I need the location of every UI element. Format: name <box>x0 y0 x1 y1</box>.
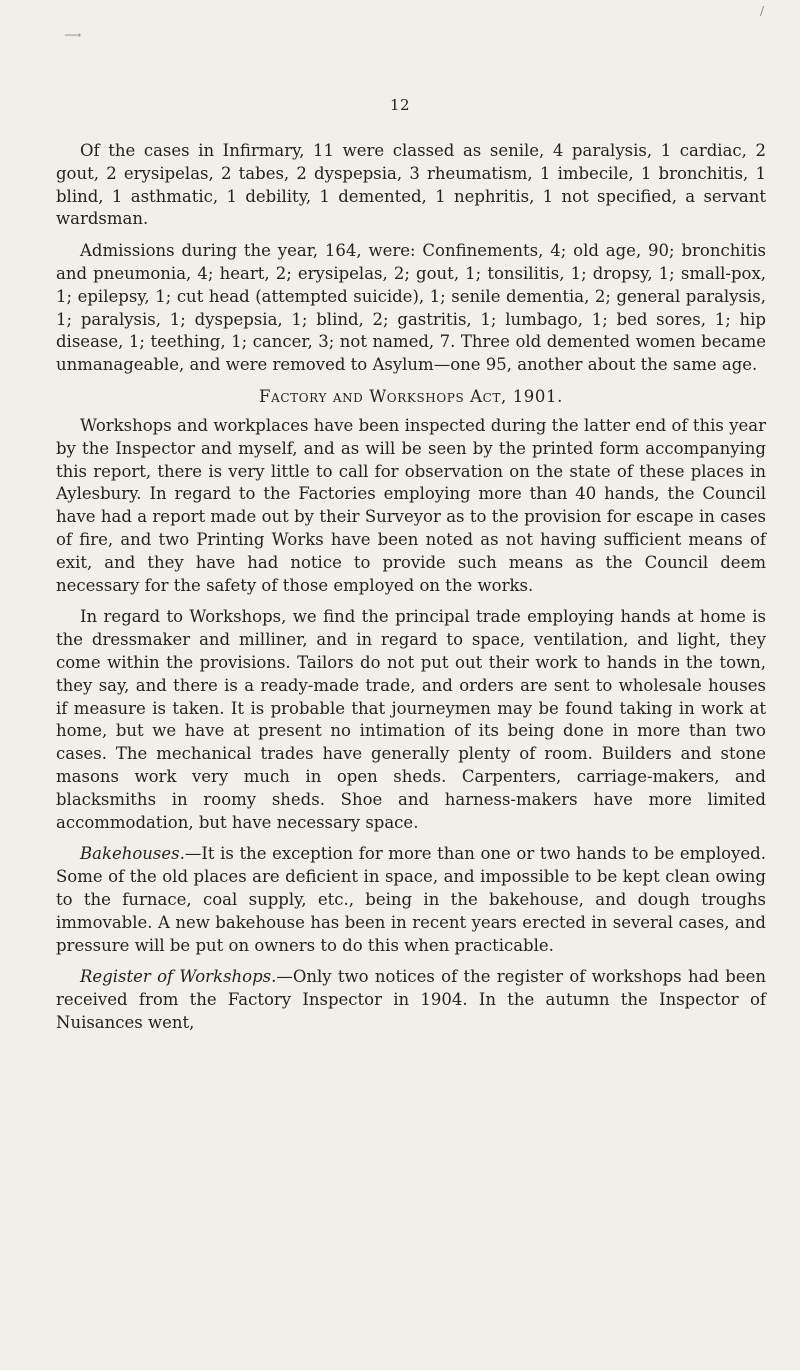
page-number: 12 <box>389 96 411 114</box>
paragraph-register <box>56 966 766 1034</box>
paragraph-bakehouses <box>56 843 766 957</box>
margin-stroke-mark: / <box>760 4 765 18</box>
paragraph-workshops-trades: In regard to Workshops, we find the principal trade employing hands at home is the dressmaker and milliner, and in regard to space, ventilation, and light, they come within the provisions. Tailors do not put out their work to hands in the town, they say, and there is a ready-made trade, and orders are sent to wholesale houses if measure is taken. It is probable that journeymen may be found taking in work at home, but we have at present no intimation of its being done in more than two cases. The mechanical trades have generally plenty of room. Builders and stone masons work very much in open sheds. Carpenters, carriage-makers, and blacksmiths in roomy sheds. Shoe and harness-makers have more limited accommodation, but have necessary space. <box>56 607 766 832</box>
register-text: —Only two notices of the register of workshops had been received from the Factory Inspector in 1904. In the autumn the Inspector of Nuisances went, <box>56 967 766 1032</box>
margin-arrow-mark: ⟶ <box>64 28 82 42</box>
register-lead: Register of Workshops. <box>80 967 277 987</box>
bakehouses-text: —It is the exception for more than one or two hands to be employed. Some of the old places are deficient in space, and impossible to be kept clean owing to the furnace, coal supply, etc., being in the bakehouse, and dough troughs immovable. A new bakehouse has been in recent years erected in several cases, and pressure will be put on owners to do this when practicable. <box>56 844 766 955</box>
paragraph-workshops-inspected: Workshops and workplaces have been inspected during the latter end of this year by the Inspector and myself, and as will be seen by the printed form accompanying this report, there is very little to call for observation on the state of these places in Aylesbury. In regard to the Factories employing more than 40 hands, the Council have had a report made out by their Surveyor as to the provision for escape in cases of fire, and two Printing Works have been noted as not having sufficient means of exit, and they have had notice to provide such means as the Council deem necessary for the safety of those employed on the works. <box>56 415 766 595</box>
bakehouses-lead: Bakehouses. <box>80 844 185 864</box>
paragraph-infirmary-cases: Of the cases in Infirmary, 11 were classed as senile, 4 paralysis, 1 cardiac, 2 gout, 2 erysipelas, 2 tabes, 2 dyspepsia, 3 rheumatism, 1 imbecile, 1 bronchitis, 1 blind, 1 asthmatic, 1 debility, 1 demented, 1 nephritis, 1 not specified, a servant wardsman. <box>56 141 766 229</box>
document-body <box>56 140 766 1044</box>
section-heading-factory-act: Factory and Workshops Act, 1901. <box>259 386 563 406</box>
paragraph-admissions: Admissions during the year, 164, were: Confinements, 4; old age, 90; bronchitis and pneumonia, 4; heart, 2; erysipelas, 2; gout, 1; tonsilitis, 1; dropsy, 1; small-pox, 1; epilepsy, 1; cut head (attempted suicide), 1; senile dementia, 2; general paralysis, 1; paralysis, 1; dyspepsia, 1; blind, 2; gastritis, 1; lumbago, 1; bed sores, 1; hip disease, 1; teething, 1; cancer, 3; not named, 7. Three old demented women became unmanageable, and were removed to Asylum—one 95, another about the same age. <box>56 241 766 375</box>
